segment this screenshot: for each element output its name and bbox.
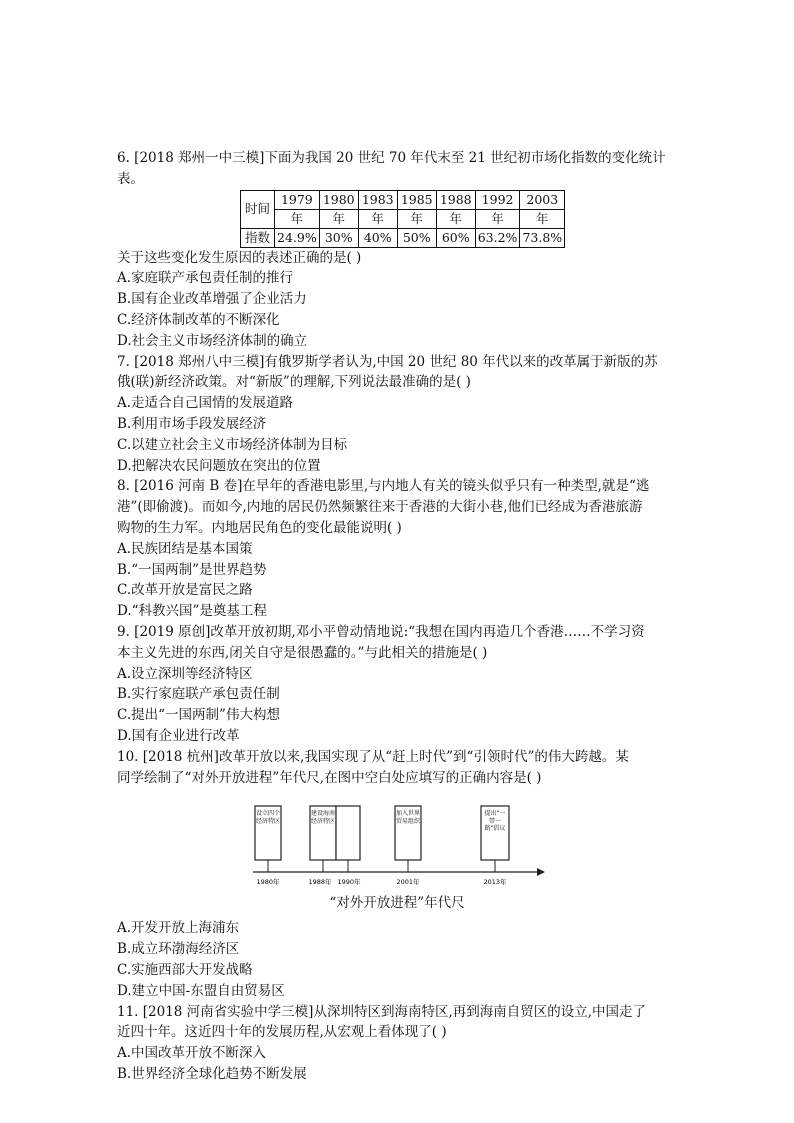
q6-option-a[interactable]: A.家庭联产承包责任制的推行 bbox=[117, 270, 294, 287]
table-row bbox=[241, 190, 565, 209]
year-label: 1990年 bbox=[337, 878, 361, 887]
q11-option-a[interactable]: A.中国改革开放不断深入 bbox=[117, 1045, 267, 1062]
q6-stem-line1: 6. [2018 郑州一中三模]下面为我国 20 世纪 70 年代末至 21 世纪初市场化指数的变化统计 bbox=[117, 150, 666, 166]
q9-option-d[interactable]: D.国有企业进行改革 bbox=[117, 727, 240, 744]
table-row bbox=[241, 209, 565, 228]
year-unit-cell: 年 bbox=[275, 209, 320, 228]
index-cell: 60% bbox=[436, 228, 475, 247]
q9-option-c[interactable]: C.提出“一国两制”伟大构想 bbox=[117, 707, 280, 724]
timeline-event bbox=[481, 806, 509, 886]
q8-stem-line1: 8. [2016 河南 B 卷]在早年的香港电影里,与内地人有关的镜头似乎只有一种类型,就是“逃 bbox=[117, 478, 650, 495]
q8-option-b[interactable]: B.“一国两制”是世界趋势 bbox=[117, 561, 267, 578]
year-cell: 1985 bbox=[397, 190, 436, 209]
event-box-text: 建设海南经济特区 bbox=[311, 810, 335, 825]
q6-question: 关于这些变化发生原因的表述正确的是( ) bbox=[117, 249, 362, 266]
year-unit-cell: 年 bbox=[358, 209, 397, 228]
year-cell: 1992 bbox=[475, 190, 520, 209]
year-label: 1988年 bbox=[308, 878, 332, 887]
q10-stem-line1: 10. [2018 杭州]改革开放以来,我国实现了从“赶上时代”到“引领时代”的伟大跨越。某 bbox=[117, 748, 629, 765]
q9-option-b[interactable]: B.实行家庭联产承包责任制 bbox=[117, 686, 280, 703]
q7-option-d[interactable]: D.把解决农民问题放在突出的位置 bbox=[117, 457, 321, 474]
q9-stem-line1: 9. [2019 原创]改革开放初期,邓小平曾动情地说:“我想在国内再造几个香港……不学习资 bbox=[117, 623, 645, 640]
q10-stem-line2: 同学绘制了“对外开放进程”年代尺,在图中空白处应填写的正确内容是( ) bbox=[117, 769, 542, 786]
timeline-arrow bbox=[537, 868, 545, 876]
question-10 bbox=[117, 747, 677, 1002]
event-box-text: 设立四个经济特区 bbox=[256, 810, 280, 825]
year-unit-cell: 年 bbox=[475, 209, 520, 228]
year-label: 2013年 bbox=[483, 878, 507, 887]
timeline-event-blank bbox=[336, 806, 361, 886]
opening-up-timeline bbox=[117, 794, 677, 890]
question-7 bbox=[117, 352, 677, 477]
year-cell: 1983 bbox=[358, 190, 397, 209]
timeline-event bbox=[255, 806, 281, 886]
timeline-figure bbox=[117, 794, 677, 890]
year-unit-cell: 年 bbox=[319, 209, 358, 228]
question-6 bbox=[117, 148, 677, 352]
index-cell: 73.8% bbox=[520, 228, 565, 247]
q7-option-a[interactable]: A.走适合自己国情的发展道路 bbox=[117, 395, 294, 412]
table-row bbox=[241, 228, 565, 247]
index-cell: 63.2% bbox=[475, 228, 520, 247]
q9-option-a[interactable]: A.设立深圳等经济特区 bbox=[117, 665, 253, 682]
year-label: 1980年 bbox=[256, 878, 280, 887]
q8-option-c[interactable]: C.改革开放是富民之路 bbox=[117, 582, 253, 599]
q7-stem-line1: 7. [2018 郑州八中三模]有俄罗斯学者认为,中国 20 世纪 80 年代以来的改革属于新版的苏 bbox=[117, 353, 658, 370]
year-cell: 1980 bbox=[319, 190, 358, 209]
year-unit-cell: 年 bbox=[436, 209, 475, 228]
timeline-event bbox=[308, 806, 336, 886]
index-cell: 30% bbox=[319, 228, 358, 247]
index-cell: 40% bbox=[358, 228, 397, 247]
question-8 bbox=[117, 476, 677, 622]
q8-stem-line3: 购物的生力军。内地居民角色的变化最能说明( ) bbox=[117, 519, 402, 536]
question-9 bbox=[117, 622, 677, 747]
q7-stem-line2: 俄(联)新经济政策。对“新版”的理解,下列说法最准确的是( ) bbox=[117, 374, 471, 391]
q11-stem-line2: 近四十年。这近四十年的发展历程,从宏观上看体现了( ) bbox=[117, 1024, 447, 1041]
blank-event-box[interactable] bbox=[336, 806, 360, 860]
timeline-caption: “对外开放进程”年代尺 bbox=[329, 895, 465, 912]
q6-stem-line2: 表。 bbox=[117, 170, 144, 187]
q10-option-d[interactable]: D.建立中国-东盟自由贸易区 bbox=[117, 982, 285, 999]
q10-option-c[interactable]: C.实施西部大开发战略 bbox=[117, 961, 253, 978]
index-cell: 24.9% bbox=[275, 228, 320, 247]
q10-option-b[interactable]: B.成立环渤海经济区 bbox=[117, 941, 240, 958]
timeline-event bbox=[395, 806, 421, 886]
exam-page bbox=[117, 148, 677, 1085]
q8-option-d[interactable]: D.“科教兴国”是奠基工程 bbox=[117, 603, 267, 620]
time-header: 时间 bbox=[241, 190, 275, 228]
question-11 bbox=[117, 1002, 677, 1085]
q8-stem-line2: 港”(即偷渡)。而如今,内地的居民仍然频繁往来于香港的大街小巷,他们已经成为香港旅游 bbox=[117, 499, 643, 516]
q6-option-b[interactable]: B.国有企业改革增强了企业活力 bbox=[117, 291, 307, 308]
q11-option-b[interactable]: B.世界经济全球化趋势不断发展 bbox=[117, 1065, 307, 1082]
year-cell: 1988 bbox=[436, 190, 475, 209]
q7-option-c[interactable]: C.以建立社会主义市场经济体制为目标 bbox=[117, 436, 348, 453]
q8-option-a[interactable]: A.民族团结是基本国策 bbox=[117, 540, 253, 557]
q7-option-b[interactable]: B.利用市场手段发展经济 bbox=[117, 415, 267, 432]
market-index-table bbox=[240, 190, 565, 248]
q6-option-c[interactable]: C.经济体制改革的不断深化 bbox=[117, 311, 280, 328]
q6-option-d[interactable]: D.社会主义市场经济体制的确立 bbox=[117, 332, 308, 349]
year-unit-cell: 年 bbox=[397, 209, 436, 228]
index-cell: 50% bbox=[397, 228, 436, 247]
year-unit-cell: 年 bbox=[520, 209, 565, 228]
q10-option-a[interactable]: A.开发开放上海浦东 bbox=[117, 920, 240, 937]
q9-stem-line2: 本主义先进的东西,闭关自守是很愚蠢的。”与此相关的措施是( ) bbox=[117, 644, 488, 661]
event-box-text: 加入世界贸易组织 bbox=[396, 810, 420, 825]
q11-stem-line1: 11. [2018 河南省实验中学三模]从深圳特区到海南特区,再到海南自贸区的设立,中国走了 bbox=[117, 1003, 647, 1020]
year-cell: 1979 bbox=[275, 190, 320, 209]
year-cell: 2003 bbox=[520, 190, 565, 209]
index-header: 指数 bbox=[241, 228, 275, 247]
event-box-text: 提出“一带一路”倡议 bbox=[484, 810, 506, 833]
year-label: 2001年 bbox=[396, 878, 420, 887]
